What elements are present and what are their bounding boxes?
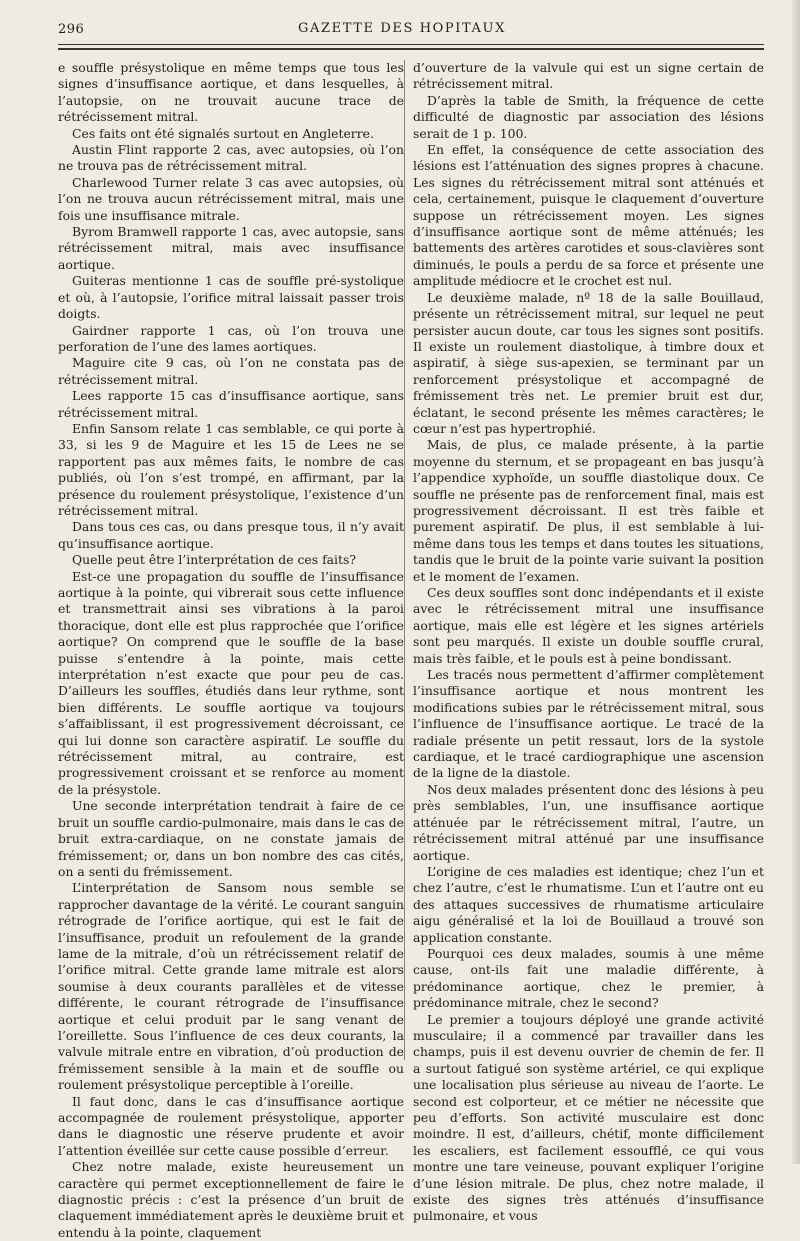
paragraph: Pourquoi ces deux malades, soumis à une même cause, ont-ils fait une maladie différente, à prédominance aortique, chez le premier, à prédominance mitrale, chez le second?: [413, 945, 764, 1011]
paragraph: Quelle peut être l’interprétation de ces faits?: [72, 552, 356, 568]
header-rule-thin: [58, 44, 764, 45]
paragraph: Lees rapporte 15 cas d’insuffisance aortique, sans rétrécissement mitral.: [58, 388, 404, 420]
binding-edge: [792, 0, 800, 1164]
paragraph: Mais, de plus, ce malade présente, à la partie moyenne du sternum, et se propageant en bas jusqu’à l’appendice xyphoïde, un souffle diastolique doux. Ce souffle ne présente pas de renforcement final, mais est progressivement décroissant. Il est très faible et purement aspiratif. De plus, il est semblable à lui-même dans tous les temps et dans toutes les situations, tandis que le bruit de la pointe varie suivant la position et le moment de l’examen.: [413, 437, 764, 584]
paragraph: Ces faits ont été signalés surtout en Angleterre.: [72, 125, 374, 141]
paragraph: Les tracés nous permettent d’affirmer complètement l’insuffisance aortique et nous montrent les modifications subies par le rétrécissement mitral, sous l’influence de l’insuffisance aortique. Le tracé de la radiale présente un petit ressaut, lors de la systole cardiaque, et le tracé cardiographique une ascension de la ligne de la diastole.: [413, 667, 764, 781]
paragraph: Le deuxième malade, nº 18 de la salle Bouillaud, présente un rétrécissement mitral, sur lequel ne peut persister aucun doute, car tous les signes sont positifs. Il existe un roulement diastolique, à timbre doux et aspiratif, à siège sus-apexien, se terminant par un renforcement présystolique et accompagné de frémissement très net. Le premier bruit est dur, éclatant, le second présente les mêmes caractères; le cœur n’est pas hypertrophié.: [413, 289, 764, 436]
page-number: 296: [58, 22, 85, 37]
paragraph: Nos deux malades présentent donc des lésions à peu près semblables, l’un, une insuffisance aortique atténuée par le rétrécissement mitral, l’autre, un rétrécissement mitral atténué par une insuffisance aortique.: [413, 781, 764, 863]
paragraph: Il faut donc, dans le cas d’insuffisance aortique accompagnée de roulement présystolique, apporter dans le diagnostic une réserve prudente et avoir l’attention éveillée sur cette cause possible d’erreur.: [58, 1093, 404, 1158]
page-header: [46, 18, 758, 40]
paragraph: Chez notre malade, existe heureusement un caractère qui permet exceptionnellement de faire le diagnostic précis : c’est la présence d’un bruit de claquement immédiatement après le deuxième bruit et entendu à la pointe, claquement: [58, 1159, 404, 1240]
paragraph: Gairdner rapporte 1 cas, où l’on trouva une perforation de l’une des lames aortiques.: [58, 322, 404, 354]
paragraph: Ces deux souffles sont donc indépendants et il existe avec le rétrécissement mitral une insuffisance aortique, mais elle est légère et les signes artériels sont peu marqués. Il existe un double souffle crural, mais très faible, et le pouls est à peine bondissant.: [413, 585, 764, 666]
paragraph: Byrom Bramwell rapporte 1 cas, avec autopsie, sans rétrécissement mitral, mais avec insuffisance aortique.: [58, 224, 404, 272]
paragraph: L’interprétation de Sansom nous semble se rapprocher davantage de la vérité. Le courant sanguin rétrograde de l’orifice aortique, qui est le fait de l’insuffisance, produit un refoulement de la grande lame de la mitrale, d’où un rétrécissement relatif de l’orifice mitral. Cette grande lame mitrale est alors soumise à deux courants parallèles et de vitesse différente, le courant rétrograde de l’insuffisance aortique et celui produit par le sang venant de l’oreillette. Sous l’influence de ces deux courants, la valvule mitrale entre en vibration, d’où production de frémissement sensible à la main et de souffle ou roulement présystolique perceptible à l’oreille.: [58, 880, 404, 1093]
paragraph: Charlewood Turner relate 3 cas avec autopsies, où l’on ne trouva aucun rétrécissement mitral, mais une fois une insuffisance mitrale.: [58, 174, 404, 223]
paragraph: L’origine de ces maladies est identique; chez l’un et chez l’autre, c’est le rhumatisme. L’un et l’autre ont eu des attaques successives de rhumatisme articulaire aigu généralisé et la loi de Bouillaud a trouvé son application constante.: [413, 863, 764, 945]
paragraph: Austin Flint rapporte 2 cas, avec autopsies, où l’on ne trouva pas de rétrécissement mitral.: [58, 142, 404, 174]
paragraph: Est-ce une propagation du souffle de l’insuffisance aortique à la pointe, qui vibrerait sous cette influence et transmettrait ainsi ses vibrations à la paroi thoracique, dont elle est plus rapprochée que l’orifice aortique? On comprend que le souffle de la base puisse s’entendre à la pointe, mais cette interprétation n’est exacte que pour peu de cas. D’ailleurs les souffles, étudiés dans leur rythme, sont bien différents. Le souffle aortique va toujours s’affaiblissant, il est progressivement décroissant, ce qui lui donne son caractère aspiratif. Le souffle du rétrécissement mitral, au contraire, est progressivement croissant et se renforce au moment de la présystole.: [58, 568, 404, 797]
right-column: [413, 60, 764, 1225]
column-divider: [404, 60, 405, 1060]
paragraph: Le premier a toujours déployé une grande activité musculaire; il a commencé par travailler dans les champs, puis il est devenu ouvrier de chemin de fer. Il a surtout fatigué son système artériel, ce qui explique une localisation plus sérieuse au niveau de l’aorte. Le second est colporteur, et ce métier ne nécessite que peu d’efforts. Son activité musculaire est donc moindre. Il est, d’ailleurs, chétif, monte difficilement les escaliers, est facilement essoufflé, ce qui vous montre une tare veineuse, pouvant expliquer l’origine d’une lésion mitrale. De plus, chez notre malade, il existe des signes très atténués d’insuffisance pulmonaire, et vous: [413, 1011, 764, 1224]
paragraph: Guiteras mentionne 1 cas de souffle pré-systolique et où, à l’autopsie, l’orifice mitral laissait passer trois doigts.: [58, 273, 404, 322]
paragraph: Maguire cite 9 cas, où l’on ne constata pas de rétrécissement mitral.: [58, 355, 404, 387]
paragraph: Une seconde interprétation tendrait à faire de ce bruit un souffle cardio-pulmonaire, mais dans le cas de bruit extra-cardiaque, on ne constate jamais de frémissement; or, dans un bon nombre des cas cités, on a senti du frémissement.: [58, 798, 404, 879]
paragraph: D’après la table de Smith, la fréquence de cette difficulté de diagnostic par association des lésions serait de 1 p. 100.: [413, 92, 764, 141]
paragraph: Dans tous ces cas, ou dans presque tous, il n’y avait qu’insuffisance aortique.: [58, 519, 404, 551]
paragraph: d’ouverture de la valvule qui est un signe certain de rétrécissement mitral.: [413, 60, 764, 92]
journal-title: GAZETTE DES HOPITAUX: [298, 21, 506, 36]
paragraph: Enfin Sansom relate 1 cas semblable, ce qui porte à 33, si les 9 de Maguire et les 15 de Lees ne se rapportent pas aux mêmes faits, le nombre de cas publiés, où l’on s’est trompé, en affirmant, par la présence du roulement présystolique, l’existence d’un rétrécissement mitral.: [58, 420, 404, 518]
paragraph: e souffle présystolique en même temps que tous les signes d’insuffisance aortique, et dans lesquelles, à l’autopsie, on ne trouvait aucune trace de rétrécissement mitral.: [58, 60, 404, 125]
left-column: [58, 60, 404, 1241]
header-rule-thick: [58, 48, 764, 50]
paragraph: En effet, la conséquence de cette association des lésions est l’atténuation des signes propres à chacune. Les signes du rétrécissement mitral sont atténués et cela, certainement, puisque le claquement d’ouverture suppose un rétrécissement moyen. Les signes d’insuffisance aortique sont de même atténués; les battements des artères carotides et sous-clavières sont diminués, le pouls a perdu de sa force et présente une amplitude médiocre et le crochet est nul.: [413, 142, 764, 289]
